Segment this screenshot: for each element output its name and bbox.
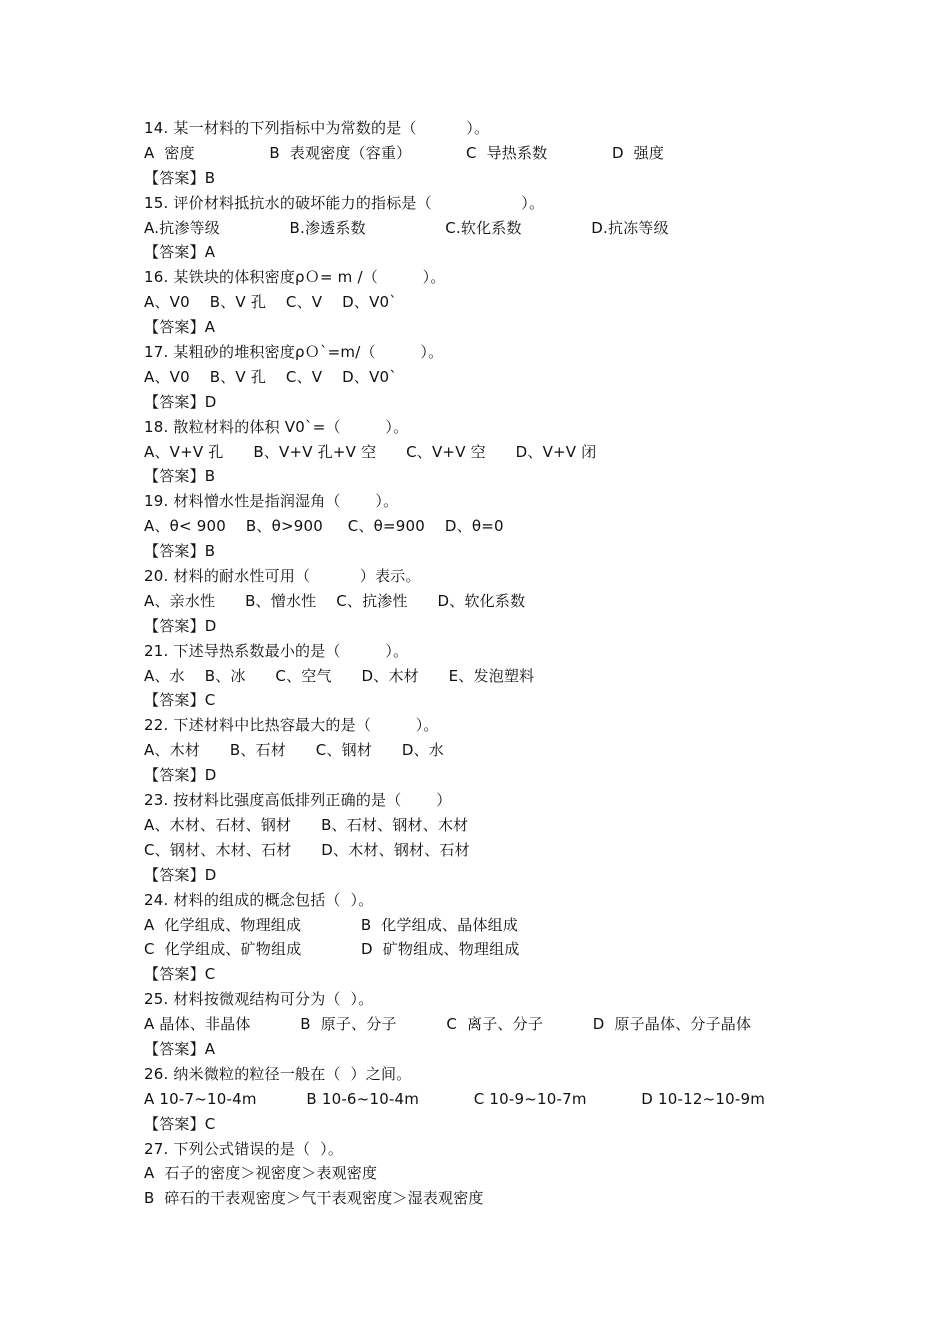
question-line: 22. 下述材料中比热容最大的是（ ）。: [144, 716, 439, 735]
answer-line: 【答案】D: [144, 766, 217, 785]
answer-line: 【答案】C: [144, 1114, 216, 1133]
question-line: 27. 下列公式错误的是（ ）。: [144, 1139, 344, 1158]
question-line: 23. 按材料比强度高低排列正确的是（ ）: [144, 791, 452, 810]
answer-line: 【答案】A: [144, 1039, 216, 1058]
answer-line: 【答案】C: [144, 965, 216, 984]
option-line: A、亲水性 B、憎水性 C、抗渗性 D、软化系数: [144, 591, 526, 610]
option-line: A、水 B、冰 C、空气 D、木材 E、发泡塑料: [144, 666, 535, 685]
option-line: A 密度 B 表观密度（容重） C 导热系数 D 强度: [144, 143, 665, 162]
question-line: 16. 某铁块的体积密度ρＯ= m /（ ）。: [144, 268, 446, 287]
question-line: 20. 材料的耐水性可用（ ）表示。: [144, 567, 421, 586]
option-line: C 化学组成、矿物组成 D 矿物组成、物理组成: [144, 940, 520, 959]
question-line: 25. 材料按微观结构可分为（ ）。: [144, 990, 374, 1009]
option-line: A、V0 B、V 孔 C、V D、V0`: [144, 293, 397, 312]
answer-line: 【答案】A: [144, 243, 216, 262]
option-line: A 石子的密度＞视密度＞表观密度: [144, 1164, 378, 1183]
option-line: C、钢材、木材、石材 D、木材、钢材、石材: [144, 840, 470, 859]
question-line: 17. 某粗砂的堆积密度ρＯ`=m/（ ）。: [144, 343, 444, 362]
answer-line: 【答案】B: [144, 168, 216, 187]
question-line: 14. 某一材料的下列指标中为常数的是（ ）。: [144, 119, 490, 137]
question-line: 19. 材料憎水性是指润湿角（ ）。: [144, 492, 399, 511]
option-line: A、木材、石材、钢材 B、石材、钢材、木材: [144, 815, 469, 834]
option-line: A、木材 B、石材 C、钢材 D、水: [144, 741, 445, 760]
option-line: A.抗渗等级 B.渗透系数 C.软化系数 D.抗冻等级: [144, 218, 669, 237]
question-list: [144, 116, 844, 1211]
option-line: A、V+V 孔 B、V+V 孔+V 空 C、V+V 空 D、V+V 闭: [144, 442, 597, 461]
answer-line: 【答案】A: [144, 318, 216, 337]
answer-line: 【答案】C: [144, 691, 216, 710]
option-line: A 化学组成、物理组成 B 化学组成、晶体组成: [144, 915, 519, 934]
option-line: A 晶体、非晶体 B 原子、分子 C 离子、分子 D 原子晶体、分子晶体: [144, 1015, 752, 1034]
answer-line: 【答案】B: [144, 542, 216, 561]
question-line: 26. 纳米微粒的粒径一般在（ ）之间。: [144, 1064, 412, 1083]
question-line: 18. 散粒材料的体积 V0`=（ ）。: [144, 417, 409, 436]
answer-line: 【答案】D: [144, 392, 217, 411]
answer-line: 【答案】D: [144, 616, 217, 635]
question-line: 24. 材料的组成的概念包括（ ）。: [144, 890, 374, 909]
answer-line: 【答案】D: [144, 865, 217, 884]
option-line: A 10-7~10-4m B 10-6~10-4m C 10-9~10-7m D 10-12~10-9m: [144, 1089, 766, 1108]
option-line: A、θ< 900 B、θ>900 C、θ=900 D、θ=0: [144, 517, 504, 536]
question-line: 21. 下述导热系数最小的是（ ）。: [144, 641, 409, 660]
answer-line: 【答案】B: [144, 467, 216, 486]
question-line: 15. 评价材料抵抗水的破坏能力的指标是（ ）。: [144, 193, 545, 212]
option-line: A、V0 B、V 孔 C、V D、V0`: [144, 367, 397, 386]
option-line: B 碎石的干表观密度＞气干表观密度＞湿表观密度: [144, 1189, 484, 1208]
